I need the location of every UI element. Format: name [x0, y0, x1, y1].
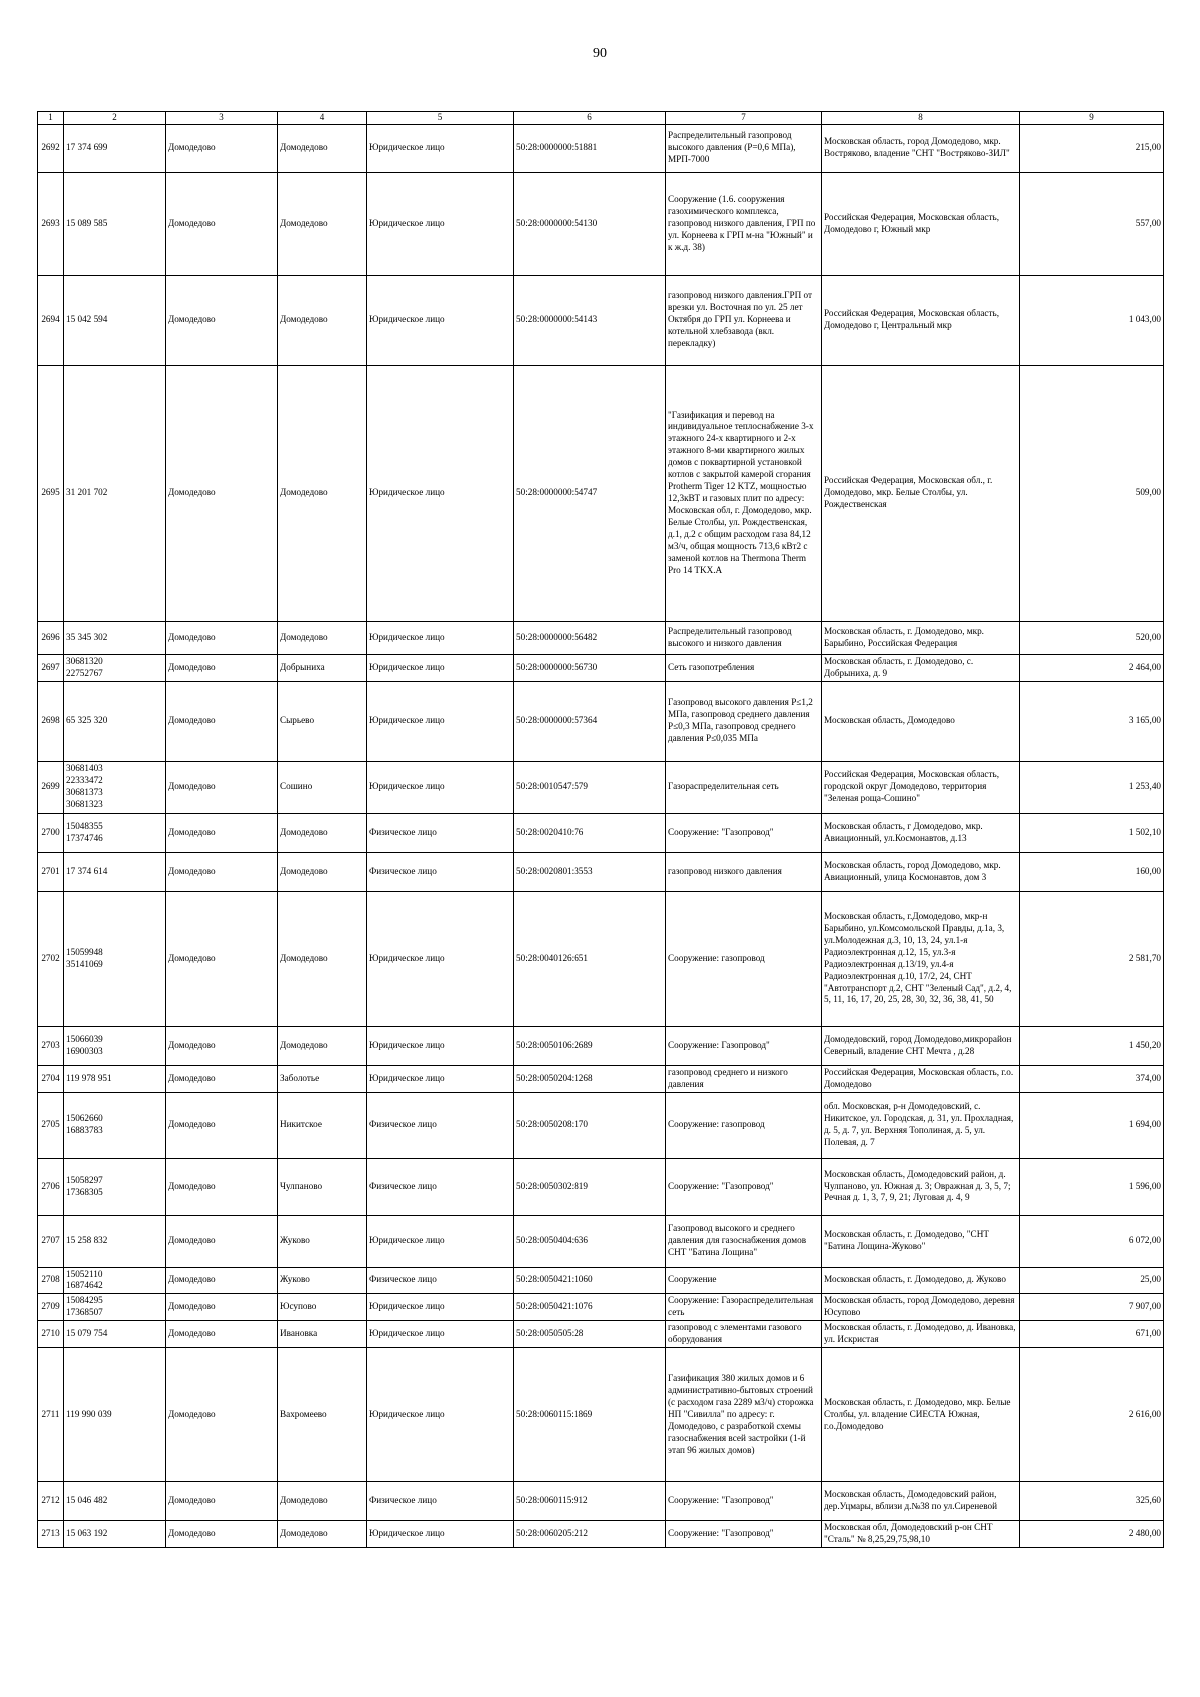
row-value: 557,00 [1020, 172, 1164, 275]
row-cadastral-number: 50:28:0050302:819 [514, 1158, 666, 1215]
row-district: Домодедово [166, 813, 278, 852]
row-value: 2 480,00 [1020, 1521, 1164, 1548]
row-inn: 17 374 614 [64, 852, 166, 891]
table-row [38, 1065, 1164, 1092]
row-address: Московская обл, Домодедовский р-он СНТ "Сталь" № 8,25,29,75,98,10 [822, 1521, 1020, 1548]
row-owner-type: Физическое лицо [367, 852, 514, 891]
row-value: 520,00 [1020, 621, 1164, 654]
row-number: 2711 [38, 1348, 64, 1482]
row-address: Российская Федерация, Московская область, Домодедово г, Южный мкр [822, 172, 1020, 275]
row-cadastral-number: 50:28:0050505:28 [514, 1321, 666, 1348]
column-header: 5 [367, 112, 514, 125]
row-owner-type: Юридическое лицо [367, 621, 514, 654]
row-value: 3 165,00 [1020, 681, 1164, 761]
row-inn: 15 063 192 [64, 1521, 166, 1548]
page-number: 90 [593, 46, 607, 61]
row-district: Домодедово [166, 172, 278, 275]
table-row [38, 1521, 1164, 1548]
row-owner-type: Юридическое лицо [367, 275, 514, 365]
row-locality: Домодедово [278, 852, 367, 891]
row-locality: Домодедово [278, 621, 367, 654]
row-inn: 15062660 16883783 [64, 1092, 166, 1158]
row-value: 1 253,40 [1020, 761, 1164, 813]
row-district: Домодедово [166, 1026, 278, 1065]
row-address: Российская Федерация, Московская область, городской округ Домодедово, территория "Зеленая роща-Сошино" [822, 761, 1020, 813]
row-inn: 15 079 754 [64, 1321, 166, 1348]
column-header: 6 [514, 112, 666, 125]
row-owner-type: Физическое лицо [367, 1092, 514, 1158]
row-number: 2699 [38, 761, 64, 813]
row-value: 2 616,00 [1020, 1348, 1164, 1482]
row-description: газопровод среднего и низкого давления [666, 1065, 822, 1092]
row-address: Московская область, город Домодедово, мкр. Востряково, владение "СНТ "Востряково-ЗИЛ" [822, 124, 1020, 172]
table-row [38, 761, 1164, 813]
row-inn: 15 258 832 [64, 1215, 166, 1267]
row-address: обл. Московская, р-н Домодедовский, с. Никитское, ул. Городская, д. 31, ул. Прохладная, д. 5, д. 7, ул. Верхняя Тополиная, д. 5, ул. Полевая, д. 7 [822, 1092, 1020, 1158]
row-value: 2 581,70 [1020, 891, 1164, 1026]
row-owner-type: Юридическое лицо [367, 1026, 514, 1065]
row-locality: Сошино [278, 761, 367, 813]
row-cadastral-number: 50:28:0050208:170 [514, 1092, 666, 1158]
row-address: Российская Федерация, Московская обл., г. Домодедово, мкр. Белые Столбы, ул. Рождественская [822, 365, 1020, 621]
row-value: 6 072,00 [1020, 1215, 1164, 1267]
row-description: Сооружение: "Газопровод" [666, 813, 822, 852]
row-value: 325,60 [1020, 1482, 1164, 1521]
column-header: 7 [666, 112, 822, 125]
row-district: Домодедово [166, 621, 278, 654]
row-description: Сооружение: "Газопровод" [666, 1521, 822, 1548]
row-address: Московская область, г. Домодедово, мкр. Белые Столбы, ул. владение СИЕСТА Южная, г.о.Домодедово [822, 1348, 1020, 1482]
row-owner-type: Юридическое лицо [367, 365, 514, 621]
row-number: 2707 [38, 1215, 64, 1267]
row-inn: 17 374 699 [64, 124, 166, 172]
table-row [38, 1348, 1164, 1482]
row-owner-type: Юридическое лицо [367, 1215, 514, 1267]
row-cadastral-number: 50:28:0060115:912 [514, 1482, 666, 1521]
row-value: 1 694,00 [1020, 1092, 1164, 1158]
row-description: Сеть газопотребления [666, 654, 822, 681]
row-owner-type: Физическое лицо [367, 813, 514, 852]
row-cadastral-number: 50:28:0050204:1268 [514, 1065, 666, 1092]
row-cadastral-number: 50:28:0000000:56730 [514, 654, 666, 681]
row-inn: 31 201 702 [64, 365, 166, 621]
row-number: 2708 [38, 1267, 64, 1294]
row-locality: Домодедово [278, 1521, 367, 1548]
row-value: 671,00 [1020, 1321, 1164, 1348]
row-description: Сооружение [666, 1267, 822, 1294]
row-locality: Вахромеево [278, 1348, 367, 1482]
row-inn: 15 046 482 [64, 1482, 166, 1521]
table-row [38, 681, 1164, 761]
column-header: 1 [38, 112, 64, 125]
row-description: Сооружение: "Газопровод" [666, 1482, 822, 1521]
row-district: Домодедово [166, 1294, 278, 1321]
row-owner-type: Юридическое лицо [367, 1065, 514, 1092]
row-district: Домодедово [166, 1158, 278, 1215]
row-description: Сооружение (1.6. сооружения газохимического комплекса, газопровод низкого давления, ГРП по ул. Корнеева к ГРП м-на "Южный" и к ж.д. 38) [666, 172, 822, 275]
row-locality: Заболотье [278, 1065, 367, 1092]
row-address: Московская область, г Домодедово, мкр. Авиационный, ул.Космонавтов, д.13 [822, 813, 1020, 852]
row-cadastral-number: 50:28:0040126:651 [514, 891, 666, 1026]
row-cadastral-number: 50:28:0060205:212 [514, 1521, 666, 1548]
row-cadastral-number: 50:28:0000000:54143 [514, 275, 666, 365]
table-row [38, 621, 1164, 654]
table-row [38, 1092, 1164, 1158]
table-row [38, 1026, 1164, 1065]
column-header: 3 [166, 112, 278, 125]
row-value: 509,00 [1020, 365, 1164, 621]
row-number: 2697 [38, 654, 64, 681]
row-owner-type: Физическое лицо [367, 1267, 514, 1294]
row-cadastral-number: 50:28:0050421:1076 [514, 1294, 666, 1321]
row-number: 2705 [38, 1092, 64, 1158]
row-inn: 15066039 16900303 [64, 1026, 166, 1065]
table-row [38, 1158, 1164, 1215]
column-header: 8 [822, 112, 1020, 125]
row-locality: Домодедово [278, 1026, 367, 1065]
row-locality: Домодедово [278, 124, 367, 172]
row-locality: Сырьево [278, 681, 367, 761]
row-locality: Добрыниха [278, 654, 367, 681]
row-value: 2 464,00 [1020, 654, 1164, 681]
row-address: Московская область, г. Домодедово, мкр. Барыбино, Российская Федерация [822, 621, 1020, 654]
row-description: газопровод низкого давления [666, 852, 822, 891]
row-cadastral-number: 50:28:0020801:3553 [514, 852, 666, 891]
row-description: Газификация 380 жилых домов и 6 административно-бытовых строений (с расходом газа 2289 м3/ч) сторожка НП "Сивилла" по адресу: г. Домодедово, с разработкой схемы газоснабжения всей застройки (1-й этап 96 жилых домов) [666, 1348, 822, 1482]
row-description: Распределительный газопровод высокого давления (Р=0,6 МПа), МРП-7000 [666, 124, 822, 172]
row-number: 2696 [38, 621, 64, 654]
row-description: Сооружение: "Газопровод" [666, 1158, 822, 1215]
registry-table [37, 111, 1164, 1548]
row-locality: Домодедово [278, 891, 367, 1026]
row-value: 160,00 [1020, 852, 1164, 891]
row-district: Домодедово [166, 654, 278, 681]
row-district: Домодедово [166, 681, 278, 761]
row-value: 374,00 [1020, 1065, 1164, 1092]
row-number: 2698 [38, 681, 64, 761]
row-address: Московская область, Домодедовский район, д. Чулпаново, ул. Южная д. 3; Овражная д. 3, 5, 7; Речная д. 1, 3, 7, 9, 21; Луговая д. 4, 9 [822, 1158, 1020, 1215]
row-description: газопровод с элементами газового оборудования [666, 1321, 822, 1348]
row-locality: Домодедово [278, 365, 367, 621]
table-row [38, 1215, 1164, 1267]
table-row [38, 852, 1164, 891]
row-district: Домодедово [166, 1321, 278, 1348]
row-inn: 15 042 594 [64, 275, 166, 365]
row-inn: 119 978 951 [64, 1065, 166, 1092]
row-number: 2694 [38, 275, 64, 365]
row-cadastral-number: 50:28:0020410:76 [514, 813, 666, 852]
row-district: Домодедово [166, 1348, 278, 1482]
row-inn: 30681320 22752767 [64, 654, 166, 681]
row-value: 1 450,20 [1020, 1026, 1164, 1065]
row-description: Газопровод высокого и среднего давления для газоснабжения домов СНТ "Батина Лощина" [666, 1215, 822, 1267]
row-number: 2704 [38, 1065, 64, 1092]
row-cadastral-number: 50:28:0000000:51881 [514, 124, 666, 172]
row-district: Домодедово [166, 1521, 278, 1548]
row-address: Московская область, г. Домодедово, д. Жуково [822, 1267, 1020, 1294]
row-district: Домодедово [166, 761, 278, 813]
row-district: Домодедово [166, 1482, 278, 1521]
row-inn: 15059948 35141069 [64, 891, 166, 1026]
row-description: Сооружение: Газопровод" [666, 1026, 822, 1065]
row-district: Домодедово [166, 891, 278, 1026]
row-number: 2709 [38, 1294, 64, 1321]
row-address: Московская область, Домодедовский район, дер.Уцмары, вблизи д.№38 по ул.Сиреневой [822, 1482, 1020, 1521]
column-header: 9 [1020, 112, 1164, 125]
row-cadastral-number: 50:28:0050404:636 [514, 1215, 666, 1267]
row-number: 2702 [38, 891, 64, 1026]
row-locality: Жуково [278, 1267, 367, 1294]
row-address: Московская область, г.Домодедово, мкр-н Барыбино, ул.Комсомольской Правды, д.1а, 3, ул.Молодежная д.3, 10, 13, 24, ул.1-я Радиоэлектронная д.12, 15, ул.3-я Радиоэлектронная д.13/19, ул.4-я Радиоэлектронная д.10, 17/2, 24, СНТ "Автотранспорт д.2, СНТ "Зеленый Сад", д.2, 4, 5, 11, 16, 17, 20, 25, 28, 30, 32, 36, 38, 41, 50 [822, 891, 1020, 1026]
row-owner-type: Физическое лицо [367, 1482, 514, 1521]
row-owner-type: Юридическое лицо [367, 1321, 514, 1348]
row-description: Сооружение: газопровод [666, 1092, 822, 1158]
row-inn: 15084295 17368507 [64, 1294, 166, 1321]
row-owner-type: Юридическое лицо [367, 891, 514, 1026]
row-locality: Жуково [278, 1215, 367, 1267]
row-district: Домодедово [166, 1215, 278, 1267]
row-inn: 15048355 17374746 [64, 813, 166, 852]
column-header: 2 [64, 112, 166, 125]
row-owner-type: Юридическое лицо [367, 681, 514, 761]
row-owner-type: Физическое лицо [367, 1158, 514, 1215]
row-value: 215,00 [1020, 124, 1164, 172]
row-description: "Газификация и перевод на индивидуальное теплоснабжение 3-х этажного 24-х квартирного и 2-х этажного 8-ми квартирного жилых домов с поквартирной установкой котлов с закрытой камерой сгорания Protherm Tiger 12 KTZ, мощностью 12,3кВТ и газовых плит по адресу: Московская обл, г. Домодедово, мкр. Белые Столбы, ул. Рождественская, д.1, д.2 с общим расходом газа 84,12 м3/ч, общая мощность 713,6 кВт2 с заменой котлов на Thermona Therm Pro 14 TKX.A [666, 365, 822, 621]
row-cadastral-number: 50:28:0000000:54130 [514, 172, 666, 275]
row-value: 7 907,00 [1020, 1294, 1164, 1321]
table-row [38, 1321, 1164, 1348]
row-cadastral-number: 50:28:0010547:579 [514, 761, 666, 813]
row-address: Московская область, г. Домодедово, "СНТ "Батина Лощина-Жуково" [822, 1215, 1020, 1267]
table-row [38, 813, 1164, 852]
header-row [38, 112, 1164, 125]
row-number: 2703 [38, 1026, 64, 1065]
row-owner-type: Юридическое лицо [367, 1521, 514, 1548]
row-address: Московская область, город Домодедово, мкр. Авиационный, улица Космонавтов, дом 3 [822, 852, 1020, 891]
row-inn: 15052110 16874642 [64, 1267, 166, 1294]
table-row [38, 124, 1164, 172]
row-number: 2701 [38, 852, 64, 891]
table-row [38, 172, 1164, 275]
row-locality: Юсупово [278, 1294, 367, 1321]
table-row [38, 1294, 1164, 1321]
row-district: Домодедово [166, 124, 278, 172]
row-locality: Домодедово [278, 172, 367, 275]
row-locality: Домодедово [278, 813, 367, 852]
row-inn: 30681403 22333472 30681373 30681323 [64, 761, 166, 813]
row-district: Домодедово [166, 1267, 278, 1294]
row-value: 1 043,00 [1020, 275, 1164, 365]
row-district: Домодедово [166, 852, 278, 891]
row-locality: Ивановка [278, 1321, 367, 1348]
row-number: 2706 [38, 1158, 64, 1215]
row-owner-type: Юридическое лицо [367, 1294, 514, 1321]
row-number: 2692 [38, 124, 64, 172]
row-cadastral-number: 50:28:0000000:57364 [514, 681, 666, 761]
row-number: 2712 [38, 1482, 64, 1521]
row-cadastral-number: 50:28:0050106:2689 [514, 1026, 666, 1065]
table-row [38, 891, 1164, 1026]
row-address: Российская Федерация, Московская область, г.о. Домодедово [822, 1065, 1020, 1092]
column-header: 4 [278, 112, 367, 125]
row-cadastral-number: 50:28:0060115:1869 [514, 1348, 666, 1482]
row-owner-type: Юридическое лицо [367, 172, 514, 275]
row-owner-type: Юридическое лицо [367, 761, 514, 813]
row-description: Распределительный газопровод высокого и низкого давления [666, 621, 822, 654]
row-address: Московская область, Домодедово [822, 681, 1020, 761]
row-district: Домодедово [166, 1065, 278, 1092]
row-number: 2695 [38, 365, 64, 621]
row-cadastral-number: 50:28:0000000:54747 [514, 365, 666, 621]
row-number: 2713 [38, 1521, 64, 1548]
row-address: Российская Федерация, Московская область, Домодедово г, Центральный мкр [822, 275, 1020, 365]
row-district: Домодедово [166, 365, 278, 621]
row-description: Сооружение: газопровод [666, 891, 822, 1026]
row-district: Домодедово [166, 275, 278, 365]
table-row [38, 365, 1164, 621]
row-inn: 65 325 320 [64, 681, 166, 761]
row-value: 1 502,10 [1020, 813, 1164, 852]
row-inn: 15 089 585 [64, 172, 166, 275]
row-cadastral-number: 50:28:0000000:56482 [514, 621, 666, 654]
row-description: Газораспределительная сеть [666, 761, 822, 813]
row-address: Московская область, город Домодедово, деревня Юсупово [822, 1294, 1020, 1321]
row-value: 1 596,00 [1020, 1158, 1164, 1215]
row-owner-type: Юридическое лицо [367, 654, 514, 681]
row-description: Газопровод высокого давления P≤1,2 МПа, газопровод среднего давления P≤0,3 МПа, газопровод среднего давления P≤0,035 МПа [666, 681, 822, 761]
row-locality: Никитское [278, 1092, 367, 1158]
row-number: 2710 [38, 1321, 64, 1348]
row-description: Сооружение: Газораспределительная сеть [666, 1294, 822, 1321]
table-row [38, 1482, 1164, 1521]
row-value: 25,00 [1020, 1267, 1164, 1294]
row-inn: 35 345 302 [64, 621, 166, 654]
row-number: 2693 [38, 172, 64, 275]
table-row [38, 654, 1164, 681]
row-address: Московская область, г. Домодедово, с. Добрыниха, д. 9 [822, 654, 1020, 681]
row-locality: Домодедово [278, 275, 367, 365]
table-row [38, 275, 1164, 365]
row-cadastral-number: 50:28:0050421:1060 [514, 1267, 666, 1294]
row-locality: Домодедово [278, 1482, 367, 1521]
row-district: Домодедово [166, 1092, 278, 1158]
row-owner-type: Юридическое лицо [367, 124, 514, 172]
row-inn: 15058297 17368305 [64, 1158, 166, 1215]
row-address: Московская область, г. Домодедово, д. Ивановка, ул. Искристая [822, 1321, 1020, 1348]
row-owner-type: Юридическое лицо [367, 1348, 514, 1482]
row-locality: Чулпаново [278, 1158, 367, 1215]
row-number: 2700 [38, 813, 64, 852]
row-description: газопровод низкого давления.ГРП от врезки ул. Восточная по ул. 25 лет Октября до ГРП ул. Корнеева и котельной хлебзавода (вкл. перекладку) [666, 275, 822, 365]
table-row [38, 1267, 1164, 1294]
row-address: Домодедовский, город Домодедово,микрорайон Северный, владение СНТ Мечта , д.28 [822, 1026, 1020, 1065]
row-inn: 119 990 039 [64, 1348, 166, 1482]
